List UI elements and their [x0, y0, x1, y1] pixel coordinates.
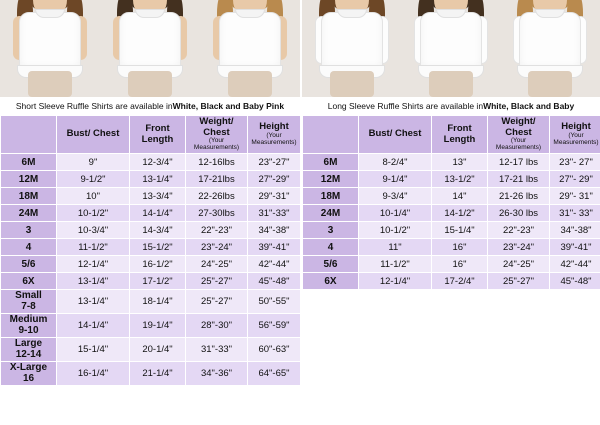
row-bust: 9-1/2": [57, 171, 130, 188]
long-sleeve-size-table: [302, 115, 600, 290]
row-front: 18-1/4": [130, 290, 186, 314]
row-size: 4: [303, 239, 359, 256]
row-weight: 26-30 lbs: [488, 205, 550, 222]
availability-prefix: Long Sleeve Ruffle Shirts are available in: [327, 100, 484, 111]
row-bust: 13-1/4": [57, 273, 130, 290]
row-height: 31"-33": [248, 205, 301, 222]
row-bust: 10-1/2": [57, 205, 130, 222]
table-row: [303, 171, 600, 188]
row-front: 14-3/4": [130, 222, 186, 239]
row-weight: 27-30lbs: [186, 205, 248, 222]
row-bust: 10-1/4": [359, 205, 432, 222]
row-height: 39"-41": [248, 239, 301, 256]
row-weight: 24"-25": [488, 256, 550, 273]
row-front: 19-1/4": [130, 314, 186, 338]
row-bust: 9": [57, 154, 130, 171]
header-bust: Bust/ Chest: [57, 116, 130, 154]
girl-long-sleeve-white-shirt-1: [302, 0, 401, 97]
row-weight: 21-26 lbs: [488, 188, 550, 205]
row-size: Large 12-14: [1, 338, 57, 362]
row-height: 60"-63": [248, 338, 301, 362]
row-front: 21-1/4": [130, 362, 186, 386]
row-front: 12-3/4": [130, 154, 186, 171]
table-row: [1, 222, 301, 239]
row-bust: 10-1/2": [359, 222, 432, 239]
row-size: 24M: [1, 205, 57, 222]
table-row: [303, 239, 600, 256]
row-weight: 25"-27": [186, 290, 248, 314]
row-front: 16-1/2": [130, 256, 186, 273]
row-front: 13-3/4": [130, 188, 186, 205]
table-header-row: [303, 116, 600, 154]
row-weight: 12-16lbs: [186, 154, 248, 171]
row-bust: 10-3/4": [57, 222, 130, 239]
row-bust: 16-1/4": [57, 362, 130, 386]
row-front: 15-1/2": [130, 239, 186, 256]
table-row: [1, 154, 301, 171]
row-bust: 13-1/4": [57, 290, 130, 314]
row-weight: 17-21 lbs: [488, 171, 550, 188]
row-size: 5/6: [1, 256, 57, 273]
row-height: 39"-41": [550, 239, 600, 256]
row-front: 14-1/2": [432, 205, 488, 222]
row-height: 29"- 31": [550, 188, 600, 205]
row-front: 16": [432, 256, 488, 273]
short-sleeve-availability-note: [0, 97, 300, 115]
row-weight: 23"-24": [186, 239, 248, 256]
row-front: 17-2/4": [432, 273, 488, 290]
long-sleeve-photo-strip: [302, 0, 600, 97]
row-bust: 9-3/4": [359, 188, 432, 205]
row-weight: 34"-36": [186, 362, 248, 386]
row-height: 29"-31": [248, 188, 301, 205]
table-row: [303, 188, 600, 205]
row-bust: 12-1/4": [57, 256, 130, 273]
table-row: [1, 205, 301, 222]
girl-long-sleeve-white-shirt-3: [501, 0, 600, 97]
header-front-length: Front Length: [130, 116, 186, 154]
row-height: 42"-44": [248, 256, 301, 273]
header-size: [1, 116, 57, 154]
table-header-row: [1, 116, 301, 154]
row-bust: 11-1/2": [359, 256, 432, 273]
availability-prefix: Short Sleeve Ruffle Shirts are available in: [15, 100, 173, 111]
short-sleeve-size-table: [0, 115, 301, 386]
row-weight: 22"-23": [488, 222, 550, 239]
row-height: 34"-38": [550, 222, 600, 239]
header-height: Height (Your Measurements): [550, 116, 600, 154]
row-weight: 17-21lbs: [186, 171, 248, 188]
header-weight-chest: Weight/ Chest (Your Measurements): [488, 116, 550, 154]
row-weight: 25"-27": [186, 273, 248, 290]
row-height: 42"-44": [550, 256, 600, 273]
row-size: 18M: [1, 188, 57, 205]
table-row: [1, 314, 301, 338]
row-size: 6X: [303, 273, 359, 290]
table-row: [1, 290, 301, 314]
row-weight: 12-17 lbs: [488, 154, 550, 171]
row-size: 6M: [1, 154, 57, 171]
row-front: 13": [432, 154, 488, 171]
girl-short-sleeve-white-shirt-2: [100, 0, 200, 97]
row-size: 5/6: [303, 256, 359, 273]
row-bust: 14-1/4": [57, 314, 130, 338]
row-height: 45"-48": [248, 273, 301, 290]
row-height: 27"- 29": [550, 171, 600, 188]
table-row: [303, 256, 600, 273]
row-weight: 23"-24": [488, 239, 550, 256]
row-size: 4: [1, 239, 57, 256]
table-row: [1, 338, 301, 362]
header-weight-chest: Weight/ Chest (Your Measurements): [186, 116, 248, 154]
row-front: 20-1/4": [130, 338, 186, 362]
row-front: 16": [432, 239, 488, 256]
row-bust: 11-1/2": [57, 239, 130, 256]
availability-colors: White, Black and Baby: [483, 100, 575, 111]
row-weight: 22"-23": [186, 222, 248, 239]
row-weight: 31"-33": [186, 338, 248, 362]
row-height: 50"-55": [248, 290, 301, 314]
table-row: [1, 171, 301, 188]
row-size: 3: [303, 222, 359, 239]
row-front: 15-1/4": [432, 222, 488, 239]
long-sleeve-availability-note: [302, 97, 600, 115]
row-size: 18M: [303, 188, 359, 205]
row-size: Medium 9-10: [1, 314, 57, 338]
table-row: [303, 154, 600, 171]
row-height: 64"-65": [248, 362, 301, 386]
header-front-length: Front Length: [432, 116, 488, 154]
row-weight: 22-26lbs: [186, 188, 248, 205]
row-bust: 11": [359, 239, 432, 256]
row-height: 56"-59": [248, 314, 301, 338]
row-size: 12M: [303, 171, 359, 188]
row-bust: 15-1/4": [57, 338, 130, 362]
girl-short-sleeve-white-shirt-3: [200, 0, 300, 97]
row-height: 23"- 27": [550, 154, 600, 171]
table-row: [303, 205, 600, 222]
table-row: [1, 239, 301, 256]
table-row: [1, 273, 301, 290]
row-bust: 12-1/4": [359, 273, 432, 290]
table-row: [1, 256, 301, 273]
row-front: 13-1/2": [432, 171, 488, 188]
row-size: 6X: [1, 273, 57, 290]
short-sleeve-photo-strip: [0, 0, 300, 97]
row-weight: 25"-27": [488, 273, 550, 290]
availability-colors: White, Black and Baby Pink: [172, 100, 285, 111]
row-front: 13-1/4": [130, 171, 186, 188]
row-size: Small 7-8: [1, 290, 57, 314]
row-height: 31"- 33": [550, 205, 600, 222]
row-front: 17-1/2": [130, 273, 186, 290]
row-size: 24M: [303, 205, 359, 222]
girl-short-sleeve-white-shirt-1: [0, 0, 100, 97]
row-bust: 10": [57, 188, 130, 205]
row-bust: 8-2/4": [359, 154, 432, 171]
header-size: [303, 116, 359, 154]
row-bust: 9-1/4": [359, 171, 432, 188]
row-height: 34"-38": [248, 222, 301, 239]
row-height: 27"-29": [248, 171, 301, 188]
row-size: 6M: [303, 154, 359, 171]
row-weight: 28"-30": [186, 314, 248, 338]
header-bust: Bust/ Chest: [359, 116, 432, 154]
row-height: 23"-27": [248, 154, 301, 171]
long-sleeve-panel: [300, 0, 600, 425]
girl-long-sleeve-white-shirt-2: [401, 0, 500, 97]
table-row: [303, 273, 600, 290]
row-size: X-Large 16: [1, 362, 57, 386]
row-weight: 24"-25": [186, 256, 248, 273]
table-row: [1, 188, 301, 205]
row-front: 14-1/4": [130, 205, 186, 222]
table-row: [303, 222, 600, 239]
table-row: [1, 362, 301, 386]
row-size: 12M: [1, 171, 57, 188]
header-height: Height (Your Measurements): [248, 116, 301, 154]
row-size: 3: [1, 222, 57, 239]
row-height: 45"-48": [550, 273, 600, 290]
row-front: 14": [432, 188, 488, 205]
